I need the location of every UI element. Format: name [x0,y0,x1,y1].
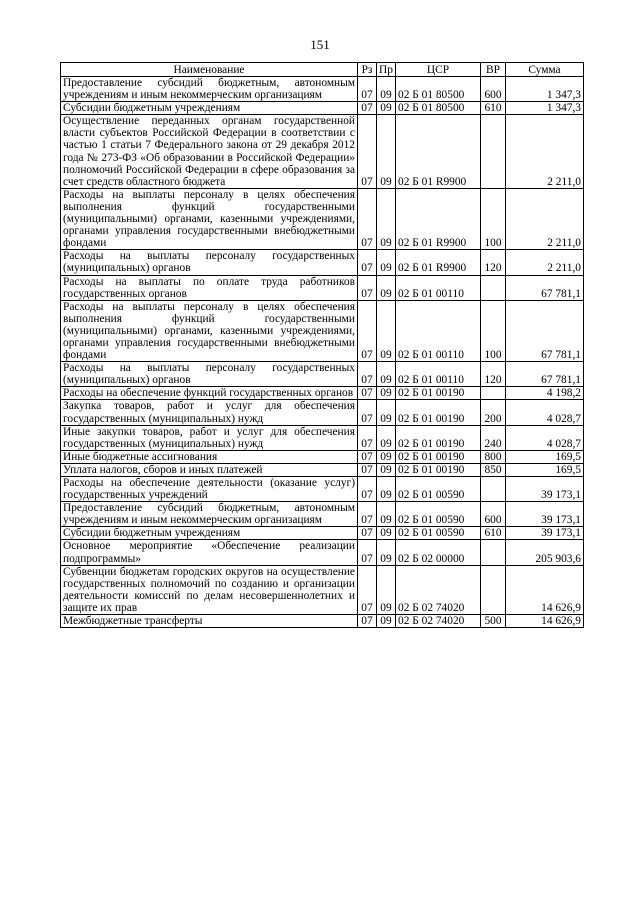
cell-sum: 39 173,1 [506,502,584,527]
cell-pr: 09 [377,565,396,614]
cell-vr [481,540,506,565]
table-row [61,188,584,249]
cell-name: Расходы на выплаты персоналу в целях обеспечения выполнения функций государственными (муниципальными) органами, казенными учреждениями, органами управления государственными внебюджетными фондами [61,300,358,361]
cell-vr: 100 [481,188,506,249]
table-body [61,77,584,628]
cell-csr: 02 Б 01 00110 [396,275,481,300]
cell-vr: 600 [481,77,506,102]
cell-name: Предоставление субсидий бюджетным, автономным учреждениям и иным некоммерческим организациям [61,77,358,102]
cell-pr: 09 [377,250,396,275]
cell-sum: 39 173,1 [506,527,584,540]
cell-name: Осуществление переданных органам государственной власти субъектов Российской Федерации в соответствии с частью 1 статьи 7 Федерального закона от 29 декабря 2012 года № 273-ФЗ «Об образовании в Российской Федерации» полномочий Российской Федерации в сфере образования за счет средств областного бюджета [61,115,358,189]
cell-rz: 07 [358,300,377,361]
table-row [61,425,584,450]
cell-name: Расходы на обеспечение функций государственных органов [61,387,358,400]
cell-name: Расходы на выплаты персоналу государственных (муниципальных) органов [61,362,358,387]
cell-rz: 07 [358,502,377,527]
cell-sum: 14 626,9 [506,565,584,614]
table-row [61,463,584,476]
table-row [61,362,584,387]
budget-table [60,62,584,628]
cell-pr: 09 [377,477,396,502]
cell-vr: 850 [481,463,506,476]
table-row [61,540,584,565]
cell-sum: 4 028,7 [506,425,584,450]
cell-pr: 09 [377,115,396,189]
cell-rz: 07 [358,565,377,614]
cell-rz: 07 [358,450,377,463]
cell-name: Расходы на выплаты персоналу государственных (муниципальных) органов [61,250,358,275]
cell-sum: 4 028,7 [506,400,584,425]
cell-pr: 09 [377,362,396,387]
page-number: 151 [310,37,330,52]
cell-csr: 02 Б 01 R9900 [396,188,481,249]
cell-rz: 07 [358,275,377,300]
cell-csr: 02 Б 01 R9900 [396,250,481,275]
cell-pr: 09 [377,527,396,540]
cell-pr: 09 [377,400,396,425]
cell-csr: 02 Б 02 74020 [396,565,481,614]
cell-csr: 02 Б 01 00190 [396,387,481,400]
cell-pr: 09 [377,450,396,463]
cell-rz: 07 [358,250,377,275]
cell-name: Закупка товаров, работ и услуг для обеспечения государственных (муниципальных) нужд [61,400,358,425]
cell-vr: 800 [481,450,506,463]
cell-csr: 02 Б 01 00190 [396,463,481,476]
header-rz: Рз [358,63,377,77]
table-header-row [61,63,584,77]
cell-vr: 120 [481,250,506,275]
cell-vr [481,477,506,502]
cell-csr: 02 Б 01 00190 [396,400,481,425]
cell-csr: 02 Б 01 00110 [396,362,481,387]
header-csr: ЦСР [396,63,481,77]
cell-name: Иные закупки товаров, работ и услуг для обеспечения государственных (муниципальных) нужд [61,425,358,450]
cell-csr: 02 Б 01 R9900 [396,115,481,189]
cell-csr: 02 Б 01 00190 [396,425,481,450]
cell-sum: 39 173,1 [506,477,584,502]
cell-vr [481,275,506,300]
cell-rz: 07 [358,540,377,565]
cell-rz: 07 [358,188,377,249]
table-row [61,250,584,275]
cell-name: Субсидии бюджетным учреждениям [61,102,358,115]
cell-sum: 205 903,6 [506,540,584,565]
header-pr: Пр [377,63,396,77]
table-row [61,450,584,463]
cell-rz: 07 [358,463,377,476]
cell-name: Уплата налогов, сборов и иных платежей [61,463,358,476]
cell-csr: 02 Б 01 00590 [396,527,481,540]
cell-rz: 07 [358,527,377,540]
cell-rz: 07 [358,477,377,502]
cell-rz: 07 [358,77,377,102]
table-row [61,502,584,527]
cell-vr [481,387,506,400]
cell-sum: 67 781,1 [506,275,584,300]
cell-rz: 07 [358,102,377,115]
cell-pr: 09 [377,300,396,361]
cell-sum: 2 211,0 [506,250,584,275]
table-row [61,477,584,502]
cell-pr: 09 [377,540,396,565]
cell-vr: 100 [481,300,506,361]
cell-sum: 169,5 [506,463,584,476]
cell-sum: 1 347,3 [506,102,584,115]
cell-pr: 09 [377,502,396,527]
cell-rz: 07 [358,615,377,628]
cell-vr: 610 [481,527,506,540]
cell-vr: 200 [481,400,506,425]
cell-csr: 02 Б 01 00590 [396,477,481,502]
cell-name: Субсидии бюджетным учреждениям [61,527,358,540]
cell-csr: 02 Б 02 74020 [396,615,481,628]
cell-pr: 09 [377,188,396,249]
cell-csr: 02 Б 01 80500 [396,77,481,102]
cell-sum: 4 198,2 [506,387,584,400]
header-sum: Сумма [506,63,584,77]
header-name: Наименование [61,63,358,77]
cell-csr: 02 Б 02 00000 [396,540,481,565]
table-row [61,527,584,540]
table-row [61,300,584,361]
cell-pr: 09 [377,275,396,300]
cell-rz: 07 [358,400,377,425]
cell-rz: 07 [358,362,377,387]
cell-vr: 120 [481,362,506,387]
cell-pr: 09 [377,425,396,450]
table-row [61,615,584,628]
cell-sum: 2 211,0 [506,115,584,189]
cell-rz: 07 [358,387,377,400]
cell-pr: 09 [377,102,396,115]
table-row [61,400,584,425]
cell-vr: 600 [481,502,506,527]
cell-name: Основное мероприятие «Обеспечение реализации подпрограммы» [61,540,358,565]
cell-name: Расходы на выплаты по оплате труда работников государственных органов [61,275,358,300]
cell-csr: 02 Б 01 00110 [396,300,481,361]
cell-sum: 14 626,9 [506,615,584,628]
table-row [61,102,584,115]
cell-name: Расходы на обеспечение деятельности (оказание услуг) государственных учреждений [61,477,358,502]
cell-name: Межбюджетные трансферты [61,615,358,628]
cell-sum: 67 781,1 [506,300,584,361]
cell-sum: 169,5 [506,450,584,463]
cell-vr: 240 [481,425,506,450]
cell-pr: 09 [377,615,396,628]
table-row [61,77,584,102]
table-row [61,275,584,300]
cell-csr: 02 Б 01 00590 [396,502,481,527]
cell-pr: 09 [377,387,396,400]
cell-vr [481,115,506,189]
cell-pr: 09 [377,77,396,102]
cell-sum: 67 781,1 [506,362,584,387]
cell-name: Иные бюджетные ассигнования [61,450,358,463]
cell-sum: 2 211,0 [506,188,584,249]
table-row [61,565,584,614]
cell-sum: 1 347,3 [506,77,584,102]
cell-name: Субвенции бюджетам городских округов на осуществление государственных полномочий по созданию и организации деятельности комиссий по делам несовершеннолетних и защите их прав [61,565,358,614]
header-vr: ВР [481,63,506,77]
cell-csr: 02 Б 01 00190 [396,450,481,463]
cell-rz: 07 [358,425,377,450]
cell-vr: 610 [481,102,506,115]
table-row [61,115,584,189]
cell-pr: 09 [377,463,396,476]
cell-name: Предоставление субсидий бюджетным, автономным учреждениям и иным некоммерческим организациям [61,502,358,527]
cell-vr [481,565,506,614]
cell-name: Расходы на выплаты персоналу в целях обеспечения выполнения функций государственными (муниципальными) органами, казенными учреждениями, органами управления государственными внебюджетными фондами [61,188,358,249]
cell-rz: 07 [358,115,377,189]
cell-vr: 500 [481,615,506,628]
cell-csr: 02 Б 01 80500 [396,102,481,115]
table-row [61,387,584,400]
